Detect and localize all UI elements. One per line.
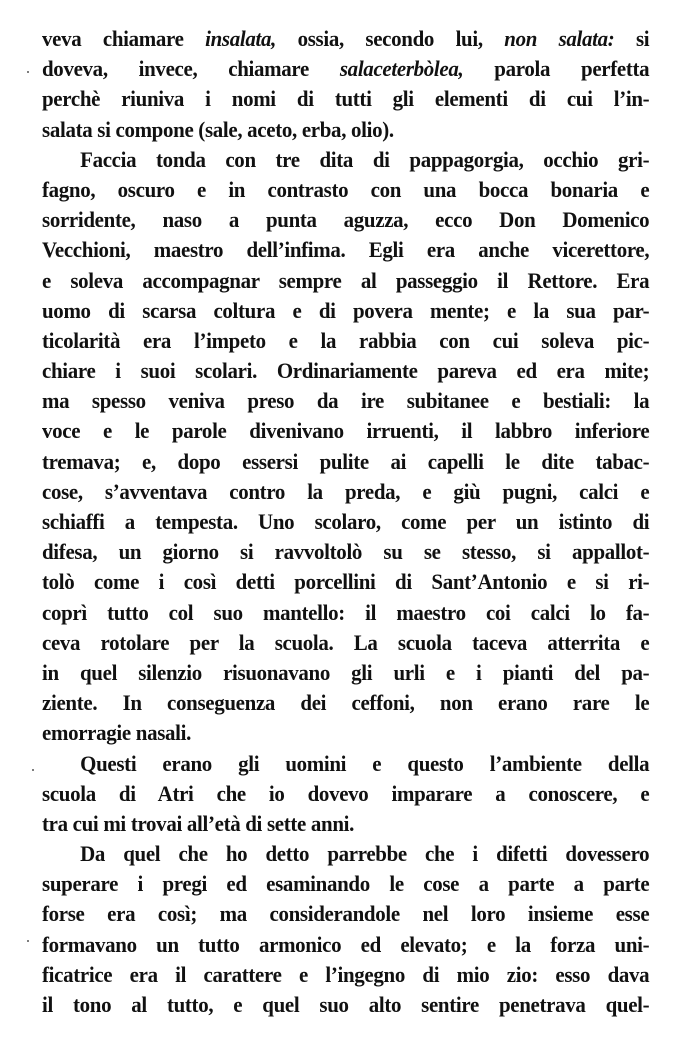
text-line <box>42 416 649 446</box>
text-segment: salata si compone (sale, aceto, erba, olio). <box>42 116 394 142</box>
text-segment: chiare i suoi scolari. Ordinariamente pareva ed era mite; <box>42 358 650 384</box>
text-line <box>42 598 649 628</box>
text-segment: perchè riuniva i nomi di tutti gli elementi di cui l’in- <box>42 86 650 112</box>
paragraph <box>42 749 650 840</box>
text-segment: ma spesso veniva preso da ire subitanee e bestiali: la <box>42 388 650 414</box>
paragraph <box>42 839 650 1020</box>
text-segment: tremava; e, dopo essersi pulite ai capelli le dite tabac- <box>42 448 650 474</box>
text-segment: Faccia tonda con tre dita di pappagorgia, occhio gri- <box>80 146 650 172</box>
text-line <box>42 658 649 688</box>
book-page <box>42 24 650 1020</box>
text-segment: tolò come i così detti porcellini di Sant’Antonio e si ri- <box>42 569 650 595</box>
text-line <box>42 960 649 990</box>
text-segment: voce e le parole divenivano irruenti, il labbro inferiore <box>42 418 650 444</box>
text-line <box>42 990 649 1020</box>
text-line <box>42 869 649 899</box>
text-segment: ceva rotolare per la scuola. La scuola taceva atterrita e <box>42 629 650 655</box>
text-segment: formavano un tutto armonico ed elevato; e la forza uni- <box>42 931 650 957</box>
paragraph <box>42 145 650 749</box>
text-line <box>42 115 649 145</box>
text-segment: sorridente, naso a punta aguzza, ecco Don Domenico <box>42 207 650 233</box>
text-segment: ficatrice era il carattere e l’ingegno di mio zio: esso dava <box>42 961 650 987</box>
text-line <box>42 567 649 597</box>
text-line <box>42 507 649 537</box>
text-segment: difesa, un giorno si ravvoltolò su se stesso, si appallot- <box>42 539 650 565</box>
text-line <box>42 899 649 929</box>
text-segment: emorragie nasali. <box>42 720 192 746</box>
scan-speck <box>32 769 34 771</box>
text-line <box>42 839 649 869</box>
text-line <box>42 718 649 748</box>
text-segment: doveva, invece, chiamare <box>42 56 340 82</box>
text-line <box>42 84 649 114</box>
text-segment: forse era così; ma considerandole nel loro insieme esse <box>42 901 650 927</box>
text-segment: veva chiamare <box>42 26 206 51</box>
text-line <box>42 356 649 386</box>
text-line <box>42 809 649 839</box>
text-line <box>42 628 649 658</box>
text-line <box>42 779 649 809</box>
text-segment: ticolarità era l’impeto e la rabbia con cui soleva pic- <box>42 327 650 353</box>
text-segment: coprì tutto col suo mantello: il maestro coi calci lo fa- <box>42 599 650 625</box>
paragraph <box>42 24 650 145</box>
text-line <box>42 386 649 416</box>
text-segment: tra cui mi trovai all’età di sette anni. <box>42 810 355 836</box>
text-segment: cose, s’avventava contro la preda, e giù pugni, calci e <box>42 478 650 504</box>
text-segment: Vecchioni, maestro dell’infima. Egli era anche vicerettore, <box>42 237 650 263</box>
text-line <box>42 296 649 326</box>
text-line <box>42 326 649 356</box>
text-segment: fagno, oscuro e in contrasto con una bocca bonaria e <box>42 176 650 202</box>
text-segment: uomo di scarsa coltura e di povera mente; e la sua par- <box>42 297 650 323</box>
italic-text: non salata: <box>504 26 615 51</box>
text-line <box>42 477 649 507</box>
text-line <box>42 145 649 175</box>
text-line <box>42 537 649 567</box>
italic-text: salaceterbòlea, <box>339 56 464 82</box>
text-segment: ossia, secondo lui, <box>276 26 505 51</box>
text-segment: superare i pregi ed esaminando le cose a parte a parte <box>42 871 650 897</box>
scan-speck <box>27 940 29 942</box>
text-line <box>42 175 649 205</box>
text-line <box>42 205 649 235</box>
text-line <box>42 688 649 718</box>
text-segment: Questi erano gli uomini e questo l’ambiente della <box>80 750 650 776</box>
text-line <box>42 54 649 84</box>
text-line <box>42 447 649 477</box>
text-line <box>42 266 649 296</box>
text-segment: schiaffi a tempesta. Uno scolaro, come per un istinto di <box>42 509 650 534</box>
scan-speck <box>27 71 29 73</box>
text-line <box>42 235 649 265</box>
text-line <box>42 749 649 779</box>
text-segment: parola perfetta <box>463 56 650 82</box>
text-line <box>42 24 649 54</box>
text-segment: si <box>614 26 650 51</box>
text-segment: in quel silenzio risuonavano gli urli e i pianti del pa- <box>42 659 650 685</box>
text-segment: scuola di Atri che io dovevo imparare a conoscere, e <box>42 780 650 806</box>
text-line <box>42 930 649 960</box>
text-segment: Da quel che ho detto parrebbe che i difetti dovessero <box>80 841 650 867</box>
text-segment: ziente. In conseguenza dei ceffoni, non erano rare le <box>42 690 650 716</box>
italic-text: insalata, <box>205 26 277 51</box>
text-segment: il tono al tutto, e quel suo alto sentire penetrava quel- <box>42 992 650 1017</box>
text-segment: e soleva accompagnar sempre al passeggio il Rettore. Era <box>42 267 650 293</box>
